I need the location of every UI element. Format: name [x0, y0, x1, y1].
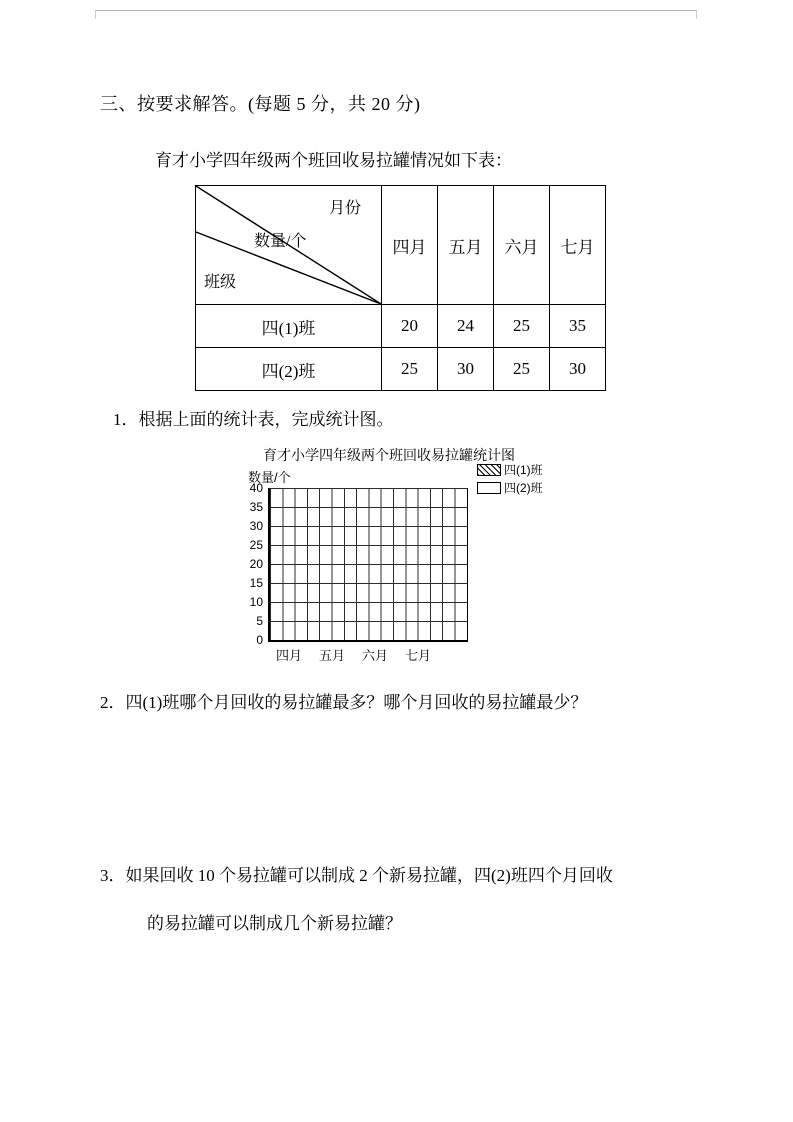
legend-label: 四(2)班 [504, 481, 543, 496]
column-header-july: 七月 [550, 186, 606, 305]
chart-x-axis [270, 642, 467, 662]
question-3-line1: 3．如果回收 10 个易拉罐可以制成 2 个新易拉罐，四(2)班四个月回收 [100, 865, 613, 885]
question-3 [100, 863, 710, 938]
table-cell: 20 [382, 305, 438, 348]
scan-page-edge [95, 10, 697, 19]
chart-y-axis-label: 数量/个 [248, 470, 291, 486]
x-tick-label: 五月 [319, 648, 346, 664]
y-tick-label: 15 [249, 576, 263, 591]
corner-label-month: 月份 [328, 200, 361, 217]
legend-item-class1 [477, 461, 543, 478]
y-tick-label: 30 [249, 519, 263, 534]
question-1: 1．根据上面的统计表，完成统计图。 [113, 410, 394, 429]
table-row [196, 348, 606, 391]
chart-y-axis [235, 481, 268, 648]
x-tick-label: 四月 [276, 648, 303, 664]
row-label-class2: 四(2)班 [196, 348, 382, 391]
table-cell: 30 [550, 348, 606, 391]
corner-label-quantity: 数量/个 [254, 233, 307, 250]
y-tick-label: 0 [256, 633, 263, 648]
table-cell: 30 [438, 348, 494, 391]
table-cell: 25 [494, 348, 550, 391]
recycling-table [195, 185, 606, 391]
x-tick-label: 七月 [405, 648, 432, 664]
y-tick-label: 40 [249, 481, 263, 496]
table-corner-cell [196, 186, 382, 305]
corner-label-class: 班级 [204, 274, 237, 291]
y-tick-label: 35 [249, 500, 263, 515]
chart-plot-grid [268, 488, 468, 642]
table-intro-text: 育才小学四年级两个班回收易拉罐情况如下表： [155, 151, 512, 170]
question-3-line2: 的易拉罐可以制成几个新易拉罐？ [147, 914, 402, 934]
table-cell: 25 [494, 305, 550, 348]
column-header-april: 四月 [382, 186, 438, 305]
table-cell: 24 [438, 305, 494, 348]
column-header-june: 六月 [494, 186, 550, 305]
y-tick-label: 20 [249, 557, 263, 572]
chart-body [235, 481, 675, 648]
chart-legend [477, 461, 543, 497]
x-tick-label: 六月 [362, 648, 389, 664]
question-2: 2．四(1)班哪个月回收的易拉罐最多？哪个月回收的易拉罐最少？ [100, 693, 588, 713]
y-tick-label: 25 [249, 538, 263, 553]
table-cell: 35 [550, 305, 606, 348]
table-cell: 25 [382, 348, 438, 391]
legend-swatch-hatched [477, 464, 501, 476]
table-header-row [196, 186, 606, 305]
y-tick-label: 10 [249, 595, 263, 610]
statistics-chart [235, 445, 675, 662]
chart-title: 育才小学四年级两个班回收易拉罐统计图 [263, 447, 515, 464]
legend-label: 四(1)班 [504, 463, 543, 478]
column-header-may: 五月 [438, 186, 494, 305]
section-header: 三、按要求解答。(每题 5 分，共 20 分) [100, 94, 421, 114]
legend-swatch-blank [477, 482, 501, 494]
table-row [196, 305, 606, 348]
y-tick-label: 5 [256, 614, 263, 629]
row-label-class1: 四(1)班 [196, 305, 382, 348]
legend-item-class2 [477, 479, 543, 496]
